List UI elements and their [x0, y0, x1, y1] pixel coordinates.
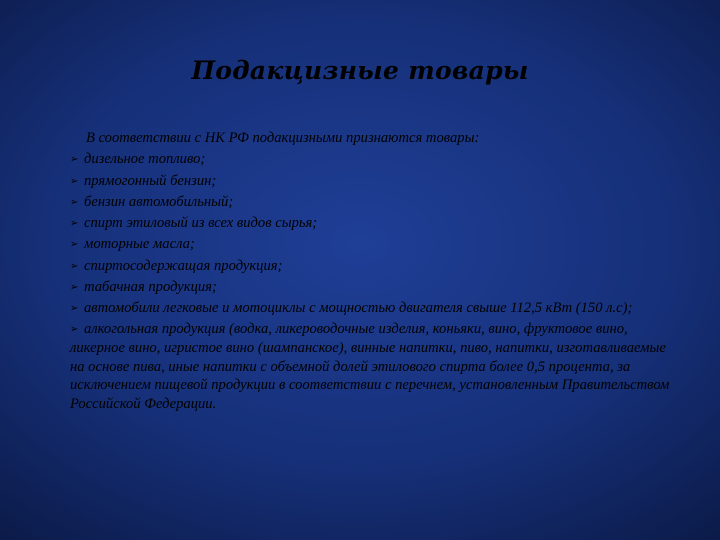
- list-item: [70, 277, 680, 298]
- list-item: [70, 298, 680, 319]
- list-item: [70, 256, 680, 277]
- list-item: [70, 213, 680, 234]
- arrow-bullet-icon: ➢: [70, 154, 79, 166]
- intro-text: В соответствии с НК РФ подакцизными признаются товары:: [86, 130, 480, 146]
- arrow-bullet-icon: ➢: [70, 260, 79, 272]
- arrow-bullet-icon: ➢: [70, 239, 79, 251]
- list-item: [70, 149, 680, 170]
- list-item-text: табачная продукция;: [84, 279, 217, 296]
- list-item-text: прямогонный бензин;: [84, 172, 217, 189]
- list-item-text: спиртосодержащая продукция;: [84, 257, 283, 274]
- list-item: [70, 234, 680, 255]
- list-item-text: спирт этиловый из всех видов сырья;: [84, 215, 318, 232]
- list-item-text: дизельное топливо;: [84, 151, 206, 168]
- list-item-text: алкогольная продукция (водка, ликероводочные изделия, коньяки, вино, фруктовое вино, ликерное вино, игристое вино (шампанское), винные напитки, пиво, напитки, изготавливаемые на основе пива, иные напитки с объемной долей этилового спирта более 0,5 процента, за исключением пищевой продукции в соответствии с перечнем, установленным Правительством Российской Федерации.: [70, 320, 670, 412]
- slide-content: [70, 128, 680, 413]
- list-item: [70, 320, 680, 414]
- slide-title: Подакцизные товары: [191, 56, 529, 85]
- arrow-bullet-icon: ➢: [70, 323, 79, 335]
- arrow-bullet-icon: ➢: [70, 303, 79, 315]
- arrow-bullet-icon: ➢: [70, 218, 79, 230]
- list-item-text: моторные масла;: [84, 236, 195, 253]
- list-item-text: бензин автомобильный;: [84, 193, 234, 210]
- list-item: [70, 192, 680, 213]
- excise-goods-list: [70, 149, 680, 413]
- arrow-bullet-icon: ➢: [70, 196, 79, 208]
- arrow-bullet-icon: ➢: [70, 175, 79, 187]
- list-item-text: автомобили легковые и мотоциклы с мощностью двигателя свыше 112,5 кВт (150 л.с);: [84, 300, 633, 317]
- list-item: [70, 171, 680, 192]
- arrow-bullet-icon: ➢: [70, 282, 79, 294]
